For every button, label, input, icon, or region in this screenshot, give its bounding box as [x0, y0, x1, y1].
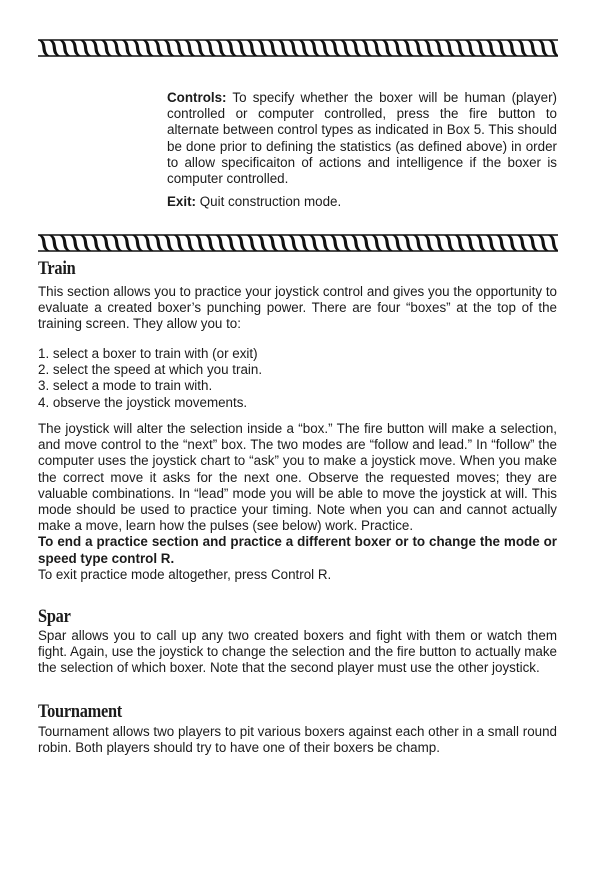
rope-strand [328, 40, 342, 56]
rope-strand [307, 40, 321, 56]
rope-strand [432, 235, 446, 251]
rope-strand [339, 235, 353, 251]
rope-strand [245, 40, 259, 56]
rope-strand [307, 235, 321, 251]
rope-strand [536, 40, 550, 56]
rope-strand [89, 40, 103, 56]
rope-strand [79, 40, 93, 56]
rope-strand [89, 235, 103, 251]
spar-heading: Spar [38, 606, 71, 627]
exit-text: Quit construction mode. [199, 194, 342, 209]
rope-strand [276, 40, 290, 56]
rope-strand [68, 40, 82, 56]
rope-strand [99, 40, 113, 56]
rope-strand [224, 40, 238, 56]
rope-strand [370, 235, 384, 251]
train-body: The joystick will alter the selection inside a “box.” The fire button will make a selection, and move control to the “next” box. The two modes are “follow and lead.” In “follow” the computer uses the joystick chart to “ask” you to make a joystick move. When you make the correct move it asks for the next one. Observe the requested moves; they are valuable combinations. In “lead” mode you will be able to move the joystick at will. This mode should be used to practice your timing. Note when you can and cannot actually make a move, learn how the pulses (see below) work. Practice. [38, 421, 557, 534]
rope-strand [255, 235, 269, 251]
list-item: 3. select a mode to train with. [38, 378, 213, 394]
rope-strand [526, 235, 540, 251]
rope-strand [38, 40, 51, 56]
rope-strand [380, 40, 394, 56]
rope-strand [474, 40, 488, 56]
rope-strand [58, 40, 72, 56]
rope-strand [505, 40, 519, 56]
rope-strand [349, 235, 363, 251]
rope-strand [495, 235, 509, 251]
controls-label: Controls: [167, 90, 227, 105]
rope-strand [203, 40, 217, 56]
rope-strand [515, 235, 529, 251]
exit-paragraph [167, 194, 557, 210]
rope-strand [443, 235, 457, 251]
rope-strand [131, 235, 145, 251]
controls-text: To specify whether the boxer will be human (player) controlled or computer controlled, press the fire button to alternate between control types as indicated in Box 5. This should be done prior to defining the statistics (as defined above) in order to allow specificaiton of actions and intelligence if the boxer is computer controlled. [167, 90, 557, 187]
train-bold-note: To end a practice section and practice a different boxer or to change the mode or speed type control R. [38, 534, 557, 566]
rope-strand [214, 40, 228, 56]
rope-strand [328, 235, 342, 251]
rope-strand [162, 40, 176, 56]
rope-strand [453, 40, 467, 56]
rope-strand [276, 235, 290, 251]
rope-strand [391, 235, 405, 251]
rope-strand [183, 40, 197, 56]
rope-strand [547, 40, 558, 56]
rope-strand [515, 40, 529, 56]
rope-strand [79, 235, 93, 251]
rope-strand [151, 40, 165, 56]
rope-strand [110, 235, 124, 251]
rope-strand [224, 235, 238, 251]
rope-strand [370, 40, 384, 56]
rope-strand [505, 235, 519, 251]
rope-strand [339, 40, 353, 56]
tournament-heading: Tournament [38, 701, 122, 722]
rope-strand [359, 235, 373, 251]
rope-strand [495, 40, 509, 56]
rope-strand [287, 40, 301, 56]
list-item: 2. select the speed at which you train. [38, 362, 263, 378]
rope-strand [266, 235, 280, 251]
rope-strand [68, 235, 82, 251]
rope-strand [401, 40, 415, 56]
rope-strand [193, 235, 207, 251]
rope-strand [162, 235, 176, 251]
rope-strand [463, 40, 477, 56]
rope-strand [484, 40, 498, 56]
rope-strand [443, 40, 457, 56]
rope-strand [526, 40, 540, 56]
rope-strand [47, 40, 61, 56]
rope-strand [99, 235, 113, 251]
rope-strand [151, 235, 165, 251]
exit-label: Exit: [167, 194, 197, 209]
train-exit-note: To exit practice mode altogether, press Control R. [38, 566, 332, 582]
rope-strand [131, 40, 145, 56]
rope-strand [401, 235, 415, 251]
rope-strand [411, 40, 425, 56]
rope-strand [463, 235, 477, 251]
rope-strand [141, 40, 155, 56]
controls-paragraph [167, 90, 557, 187]
rope-strand [349, 40, 363, 56]
rope-strand [484, 235, 498, 251]
rope-strand [297, 40, 311, 56]
rope-strand [120, 235, 134, 251]
rope-strand [422, 40, 436, 56]
rope-strand [547, 235, 558, 251]
rope-strand [453, 235, 467, 251]
rope-strand [536, 235, 550, 251]
tournament-text: Tournament allows two players to pit various boxers against each other in a small round robin. Both players should try to have one of their boxers be champ. [38, 724, 557, 756]
list-item: 4. observe the joystick movements. [38, 394, 248, 410]
rope-strand [318, 40, 332, 56]
rope-divider-middle [38, 231, 558, 255]
spar-text: Spar allows you to call up any two created boxers and fight with them or watch them fight. Again, use the joystick to change the selection and the fire button to actually make the selection of which boxer. Note that the second player must use the other joystick. [38, 628, 557, 676]
train-body-block [38, 421, 557, 583]
rope-strand [255, 40, 269, 56]
rope-strand [193, 40, 207, 56]
rope-strand [422, 235, 436, 251]
rope-strand [183, 235, 197, 251]
rope-strand [380, 235, 394, 251]
rope-strand [214, 235, 228, 251]
rope-strand [235, 235, 249, 251]
rope-strand [245, 235, 259, 251]
list-item: 1. select a boxer to train with (or exit) [38, 346, 258, 361]
train-heading: Train [38, 258, 76, 279]
rope-strand [297, 235, 311, 251]
rope-strand [47, 235, 61, 251]
rope-strand [391, 40, 405, 56]
rope-strand [172, 40, 186, 56]
rope-strand [474, 235, 488, 251]
rope-strand [359, 40, 373, 56]
train-list [38, 346, 557, 411]
rope-strand [58, 235, 72, 251]
rope-divider-top [38, 36, 558, 60]
rope-strand [235, 40, 249, 56]
rope-strand [120, 40, 134, 56]
rope-strand [172, 235, 186, 251]
rope-strand [203, 235, 217, 251]
rope-strand [38, 235, 51, 251]
rope-strand [266, 40, 280, 56]
rope-strand [141, 235, 155, 251]
rope-strand [110, 40, 124, 56]
rope-strand [411, 235, 425, 251]
rope-strand [432, 40, 446, 56]
train-intro: This section allows you to practice your joystick control and gives you the opportunity to evaluate a created boxer’s punching power. There are four “boxes” at the top of the training screen. They allow you to: [38, 284, 557, 332]
rope-strand [318, 235, 332, 251]
rope-strand [287, 235, 301, 251]
